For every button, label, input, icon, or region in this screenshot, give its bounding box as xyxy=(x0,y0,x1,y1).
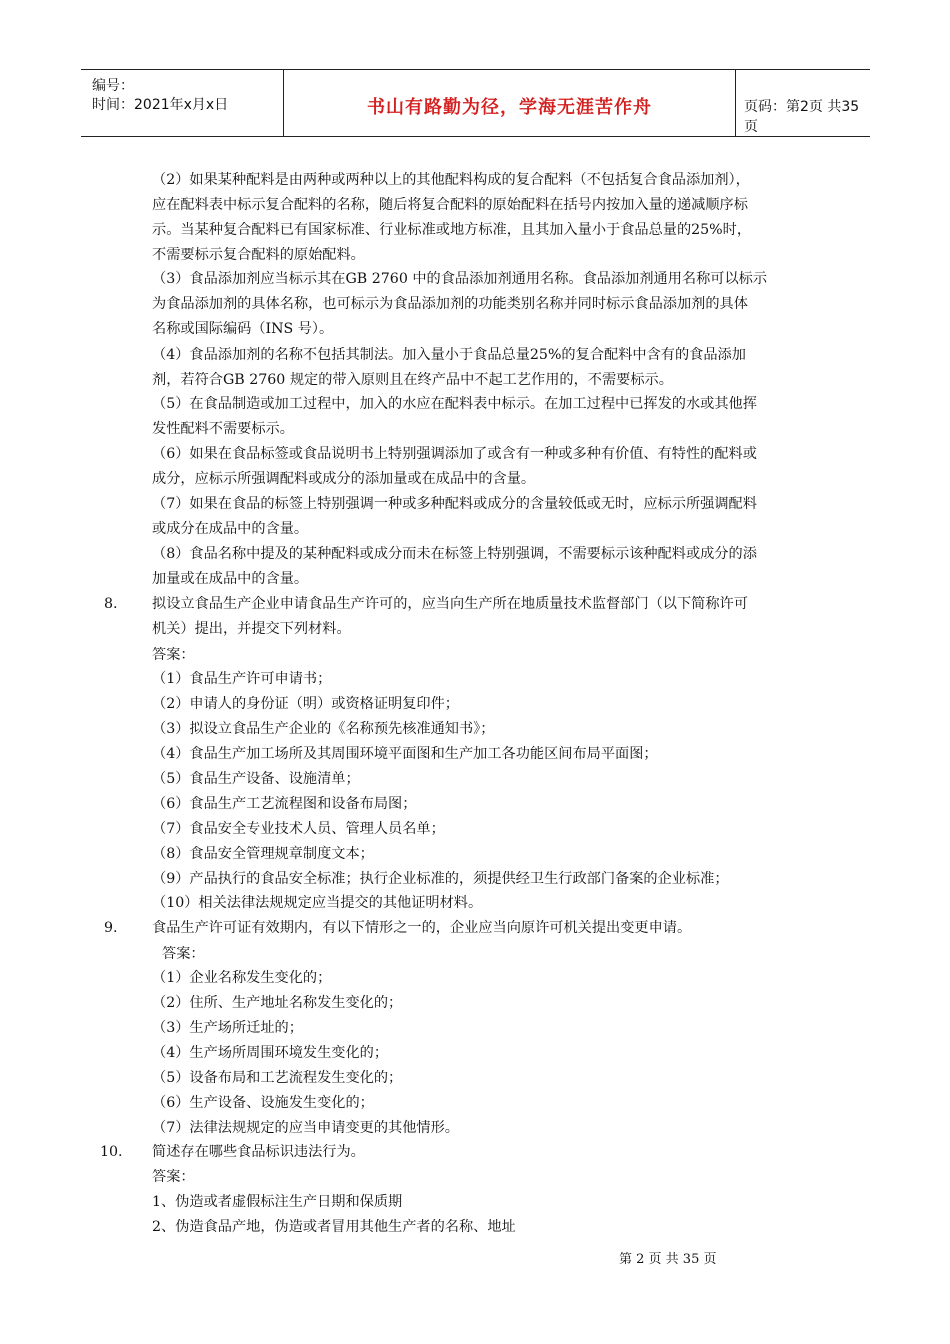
answer-item: （3）生产场所迁址的； xyxy=(152,1020,303,1036)
answer-label: 答案： xyxy=(162,946,205,962)
question-number: 9. xyxy=(104,920,118,936)
paragraph-line: （8）食品名称中提及的某种配料或成分而未在标签上特别强调，不需要标示该种配料或成分的添 xyxy=(152,546,757,562)
answer-label: 答案： xyxy=(152,647,195,663)
answer-item: （1）企业名称发生变化的； xyxy=(152,970,332,986)
document-number-label: 编号： xyxy=(92,78,134,94)
answer-item: （5）设备布局和工艺流程发生变化的； xyxy=(152,1070,403,1086)
header-motto-cell xyxy=(284,70,736,136)
answer-item: （7）食品安全专业技术人员、管理人员名单； xyxy=(152,821,445,837)
paragraph-line: 为食品添加剂的具体名称，也可标示为食品添加剂的功能类别名称并同时标示食品添加剂的具体 xyxy=(152,296,748,312)
answer-item: （1）食品生产许可申请书； xyxy=(152,671,332,687)
answer-item: （4）食品生产加工场所及其周围环境平面图和生产加工各功能区间布局平面图； xyxy=(152,746,658,762)
answer-item: （2）住所、生产地址名称发生变化的； xyxy=(152,995,403,1011)
paragraph-line: 示。当某种复合配料已有国家标准、行业标准或地方标准，且其加入量小于食品总量的25%时， xyxy=(152,222,752,238)
paragraph-line: （2）如果某种配料是由两种或两种以上的其他配料构成的复合配料（不包括复合食品添加剂）， xyxy=(152,172,750,188)
answer-item: （3）拟设立食品生产企业的《名称预先核准通知书》； xyxy=(152,721,495,737)
paragraph-line: 剂，若符合GB 2760 规定的带入原则且在终产品中不起工艺作用的，不需要标示。 xyxy=(152,372,673,388)
paragraph-line: 成分，应标示所强调配料或成分的添加量或在成品中的含量。 xyxy=(152,471,536,487)
header-page-info: 页码：第2页 共35页 xyxy=(744,99,860,135)
answer-label: 答案： xyxy=(152,1169,195,1185)
paragraph-line: 不需要标示复合配料的原始配料。 xyxy=(152,247,365,263)
answer-item: （9）产品执行的食品安全标准；执行企业标准的，须提供经卫生行政部门备案的企业标准； xyxy=(152,871,729,887)
paragraph-line: （4）食品添加剂的名称不包括其制法。加入量小于食品总量25%的复合配料中含有的食品添加 xyxy=(152,347,746,363)
paragraph-line: 名称或国际编码（INS 号）。 xyxy=(152,321,334,337)
question-text: 拟设立食品生产企业申请食品生产许可的，应当向生产所在地质量技术监督部门（以下简称许可 xyxy=(152,596,748,612)
answer-item: 2、伪造食品产地，伪造或者冒用其他生产者的名称、地址 xyxy=(152,1219,516,1235)
answer-item: （6）生产设备、设施发生变化的； xyxy=(152,1095,374,1111)
paragraph-line: （7）如果在食品的标签上特别强调一种或多种配料或成分的含量较低或无时，应标示所强调配料 xyxy=(152,496,757,512)
answer-item: （8）食品安全管理规章制度文本； xyxy=(152,846,374,862)
paragraph-line: （3）食品添加剂应当标示其在GB 2760 中的食品添加剂通用名称。食品添加剂通用名称可以标示 xyxy=(152,271,768,287)
header-meta-cell xyxy=(81,70,284,136)
header-page-cell xyxy=(736,70,870,136)
paragraph-line: 或成分在成品中的含量。 xyxy=(152,521,309,537)
question-number: 8. xyxy=(104,596,118,612)
answer-item: （5）食品生产设备、设施清单； xyxy=(152,771,360,787)
paragraph-line: 应在配料表中标示复合配料的名称，随后将复合配料的原始配料在括号内按加入量的递减顺序标 xyxy=(152,197,748,213)
question-text: 食品生产许可证有效期内，有以下情形之一的，企业应当向原许可机关提出变更申请。 xyxy=(152,920,692,936)
paragraph-line: （5）在食品制造或加工过程中，加入的水应在配料表中标示。在加工过程中已挥发的水或其他挥 xyxy=(152,396,757,412)
paragraph-line: （6）如果在食品标签或食品说明书上特别强调添加了或含有一种或多种有价值、有特性的配料或 xyxy=(152,446,757,462)
answer-item: 1、伪造或者虚假标注生产日期和保质期 xyxy=(152,1194,403,1210)
header-motto: 书山有路勤为径，学海无涯苦作舟 xyxy=(367,97,652,118)
answer-item: （7）法律法规规定的应当申请变更的其他情形。 xyxy=(152,1120,459,1136)
document-date: 时间：2021年x月x日 xyxy=(92,97,229,113)
answer-item: （4）生产场所周围环境发生变化的； xyxy=(152,1045,389,1061)
page-footer: 第 2 页 共 35 页 xyxy=(619,1252,717,1267)
question-text: 机关）提出，并提交下列材料。 xyxy=(152,621,351,637)
answer-item: （2）申请人的身份证（明）或资格证明复印件； xyxy=(152,696,459,712)
paragraph-line: 加量或在成品中的含量。 xyxy=(152,571,309,587)
page-header xyxy=(81,69,870,137)
answer-item: （6）食品生产工艺流程图和设备布局图； xyxy=(152,796,417,812)
paragraph-line: 发性配料不需要标示。 xyxy=(152,421,294,437)
answer-item: （10）相关法律法规规定应当提交的其他证明材料。 xyxy=(152,895,483,911)
question-number: 10. xyxy=(100,1144,123,1160)
question-text: 简述存在哪些食品标识违法行为。 xyxy=(152,1144,365,1160)
